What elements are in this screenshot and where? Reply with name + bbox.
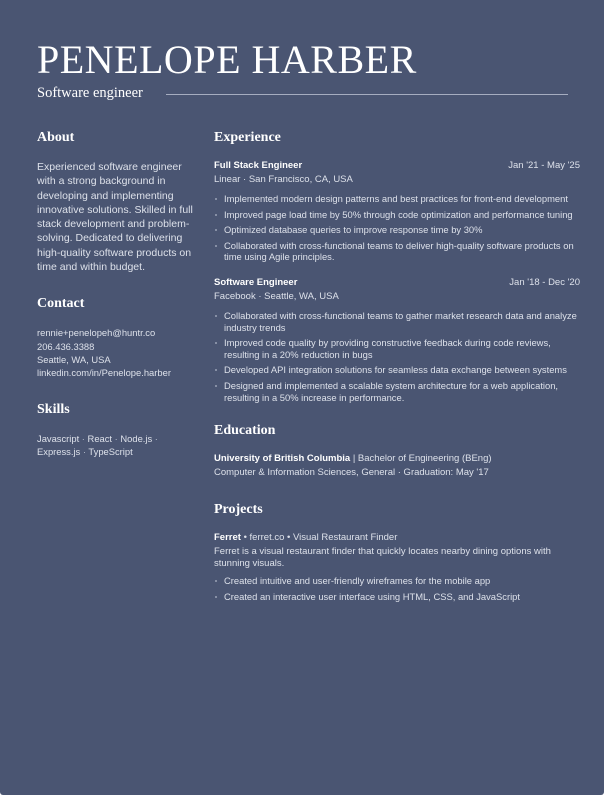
candidate-role: Software engineer [37, 85, 143, 101]
job-bullet: Implemented modern design patterns and best practices for front-end development [214, 193, 580, 205]
contact-phone: 206.436.3388 [37, 340, 95, 352]
job-dates: Jan '21 - May '25 [508, 160, 580, 171]
project-bullet: Created an interactive user interface using HTML, CSS, and JavaScript [214, 591, 580, 603]
project-bullet: Created intuitive and user-friendly wireframes for the mobile app [214, 575, 580, 587]
skill-item: Node.js [120, 432, 153, 444]
projects-section [214, 502, 580, 602]
project-name: Ferret [214, 532, 241, 544]
project-bullets [214, 575, 580, 602]
project-description: Ferret is a visual restaurant finder that quickly locates nearby dining options with stunning visuals. [214, 546, 551, 570]
education-section [214, 423, 580, 478]
skill-item: Express.js [37, 445, 81, 457]
contact-section [37, 296, 197, 379]
job-bullets [214, 193, 580, 263]
job-bullet: Developed API integration solutions for seamless data exchange between systems [214, 364, 580, 376]
left-column [37, 130, 197, 458]
job-title: Full Stack Engineer [214, 160, 303, 171]
contact-linkedin[interactable]: linkedin.com/in/Penelope.harber [37, 367, 171, 379]
experience-title: Experience [214, 130, 281, 145]
project-meta: • ferret.co • Visual Restaurant Finder [240, 532, 398, 544]
education-title: Education [214, 423, 276, 439]
skills-title: Skills [37, 401, 70, 417]
about-section [37, 130, 197, 274]
education-degree: | Bachelor of Engineering (BEng) [350, 453, 492, 465]
header-divider [166, 94, 568, 95]
skill-item: React [87, 432, 113, 444]
skill-item: TypeScript [88, 445, 133, 457]
project-header [214, 532, 580, 543]
candidate-name: PENELOPE HARBER [37, 37, 417, 82]
right-column [214, 130, 580, 606]
job-company: Facebook · Seattle, WA, USA [214, 290, 339, 302]
education-school: University of British Columbia [214, 453, 351, 465]
job-bullet: Improved code quality by providing constructive feedback during code reviews, resulting in a 20% reduction in bugs [214, 337, 580, 360]
education-entry [214, 453, 580, 464]
job-dates: Jan '18 - Dec '20 [509, 276, 580, 288]
contact-title: Contact [37, 296, 85, 312]
contact-lines [37, 326, 197, 379]
job-bullet: Improved page load time by 50% through code optimization and performance tuning [214, 209, 580, 221]
job-bullet: Collaborated with cross-functional teams to gather market research data and analyze industry trends [214, 310, 580, 333]
projects-title: Projects [214, 502, 263, 518]
contact-email[interactable]: rennie+penelopeh@huntr.co [37, 327, 156, 339]
experience-section [214, 130, 580, 403]
contact-location: Seattle, WA, USA [37, 353, 111, 365]
job-entry [214, 160, 580, 263]
job-bullet: Optimized database queries to improve response time by 30% [214, 224, 580, 236]
skill-item: Javascript [37, 432, 80, 444]
education-details: Computer & Information Sciences, General · Graduation: May '17 [214, 467, 489, 479]
skills-section [37, 402, 197, 459]
job-bullets [214, 310, 580, 403]
job-bullet: Collaborated with cross-functional teams to deliver high-quality software products on time using Agile principles. [214, 240, 580, 263]
job-title: Software Engineer [214, 276, 298, 288]
about-title: About [37, 130, 75, 145]
job-entry [214, 277, 580, 403]
job-bullet: Designed and implemented a scalable system architecture for a web application, resulting in a 50% increase in performance. [214, 380, 580, 403]
job-company: Linear · San Francisco, CA, USA [214, 174, 353, 185]
about-text: Experienced software engineer with a strong background in developing and implementing innovative solutions. Skilled in full stack development and problem-solving. Dedicated to delivering high-quality software products on time and within budget. [37, 161, 193, 274]
skills-list: Javascript · React · Node.js · Express.js · TypeScript [37, 432, 158, 457]
